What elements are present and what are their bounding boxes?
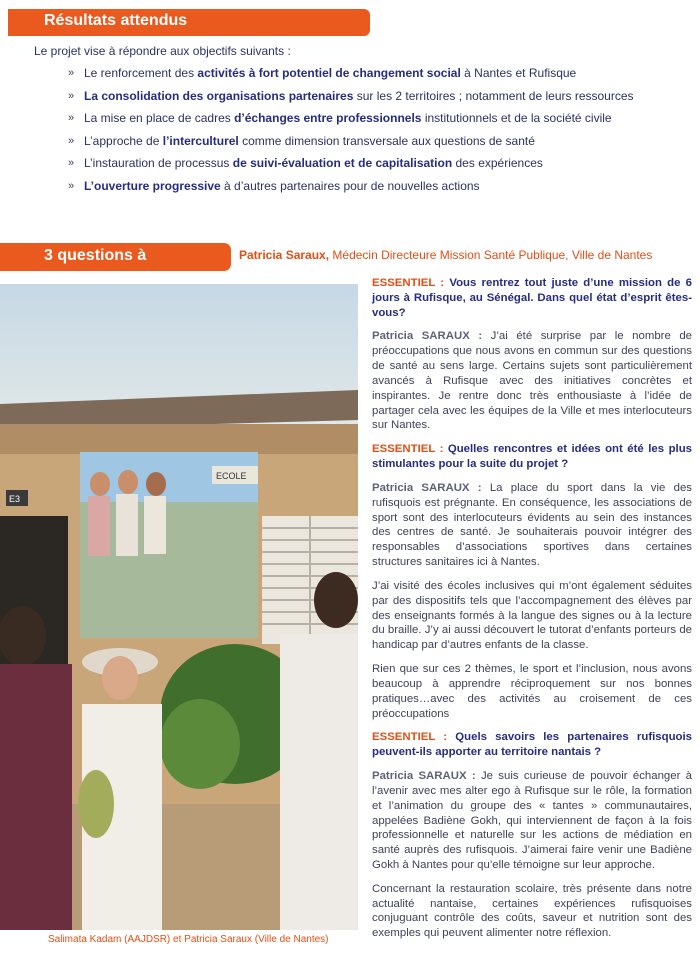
question-2: ESSENTIEL : Quelles rencontres et idées ont été les plus stimulantes pour la suite du projet ? — [372, 443, 692, 471]
photo-caption: Salimata Kadam (AAJDSR) et Patricia Saraux (Ville de Nantes) — [48, 934, 329, 945]
answer-3-continued: Concernant la restauration scolaire, très présente dans notre actualité nantaise, certaines expériences rufisquoises conjuguant contrôle des coûts, saveur et nutrition sont des exemples qui peuvent alimenter notre réflexion. — [372, 882, 692, 940]
question-3: ESSENTIEL : Quels savoirs les partenaires rufisquois peuvent-ils apporter au territoire nantais ? — [372, 731, 692, 759]
answer-1: Patricia SARAUX : J’ai été surprise par le nombre de préoccupations que nous avons en commun sur des questions de santé au sens large. Certains sujets sont particulièrement avancés à Rufisque avec des initiatives concrètes et inspirantes. Je rentre donc très enthousiaste à l’idée de partager cela avec les équipes de la Ville et mes interlocuteurs sur Nantes. — [372, 330, 692, 432]
door-label: E3 — [9, 494, 21, 504]
interview-text — [372, 276, 692, 950]
question-1: ESSENTIEL : Vous rentrez tout juste d’une mission de 6 jours à Rufisque, au Sénégal. Dans quel état d’esprit êtes-vous? — [372, 277, 693, 319]
interview-banner: 3 questions à — [0, 243, 231, 271]
answer-2: Patricia SARAUX : La place du sport dans la vie des rufisquois est prégnante. En conséquence, les associations de sport sont des interlocuteurs évidents au sein des instances des centres de santé. Je souhaiterais pouvoir intégrer des responsables d’associations sportives dans certaines structures sanitaires ici à Nantes. — [372, 481, 692, 569]
list-item: » La mise en place de cadres d’échanges entre professionnels institutionnels et de la société civile — [68, 107, 688, 130]
interviewee-line: Patricia Saraux, Médecin Directeure Mission Santé Publique, Ville de Nantes — [239, 248, 653, 262]
list-item: » L’approche de l’interculturel comme dimension transversale aux questions de santé — [68, 130, 688, 153]
list-item: » La consolidation des organisations partenaires sur les 2 territoires ; notamment de leurs ressources — [68, 85, 688, 108]
results-banner: Résultats attendus — [8, 9, 370, 36]
list-item: » L’ouverture progressive à d’autres partenaires pour de nouvelles actions — [68, 175, 688, 198]
answer-2-continued: J’ai visité des écoles inclusives qui m’ont également séduites par des dispositifs tels que l’accompagnement des élèves par des enseignants formés à la langue des signes ou à la lecture du braille. J’y ai aussi découvert le tutorat d’enfants porteurs de handicap par d’autres enfants de la classe. — [372, 579, 692, 652]
wall-sign: ECOLE — [216, 471, 247, 481]
results-intro: Le projet vise à répondre aux objectifs suivants : — [34, 44, 291, 58]
list-item: » Le renforcement des activités à fort potentiel de changement social à Nantes et Rufisque — [68, 62, 688, 85]
answer-3: Patricia SARAUX : Je suis curieuse de pouvoir échanger à l’avenir avec mes alter ego à Rufisque sur le rôle, la formation et l’animation du groupe des « tantes » communautaires, appelées Badiène Gokh, qui interviennent de façon à la fois professionnelle et naturelle sur les actions de médiation en santé auprès des rufisquois. J’aimerai faire venir une Badiène Gokh à Nantes pour qu’elle témoigne sur leur approche. — [372, 770, 692, 871]
photo — [0, 284, 358, 930]
list-item: » L’instauration de processus de suivi-évaluation et de capitalisation des expériences — [68, 152, 688, 175]
objectives-list — [68, 62, 688, 198]
answer-2-conclusion: Rien que sur ces 2 thèmes, le sport et l’inclusion, nous avons beaucoup à apprendre réciproquement sur nos bonnes pratiques…avec des activités au croisement de ces préoccupations — [372, 663, 692, 720]
